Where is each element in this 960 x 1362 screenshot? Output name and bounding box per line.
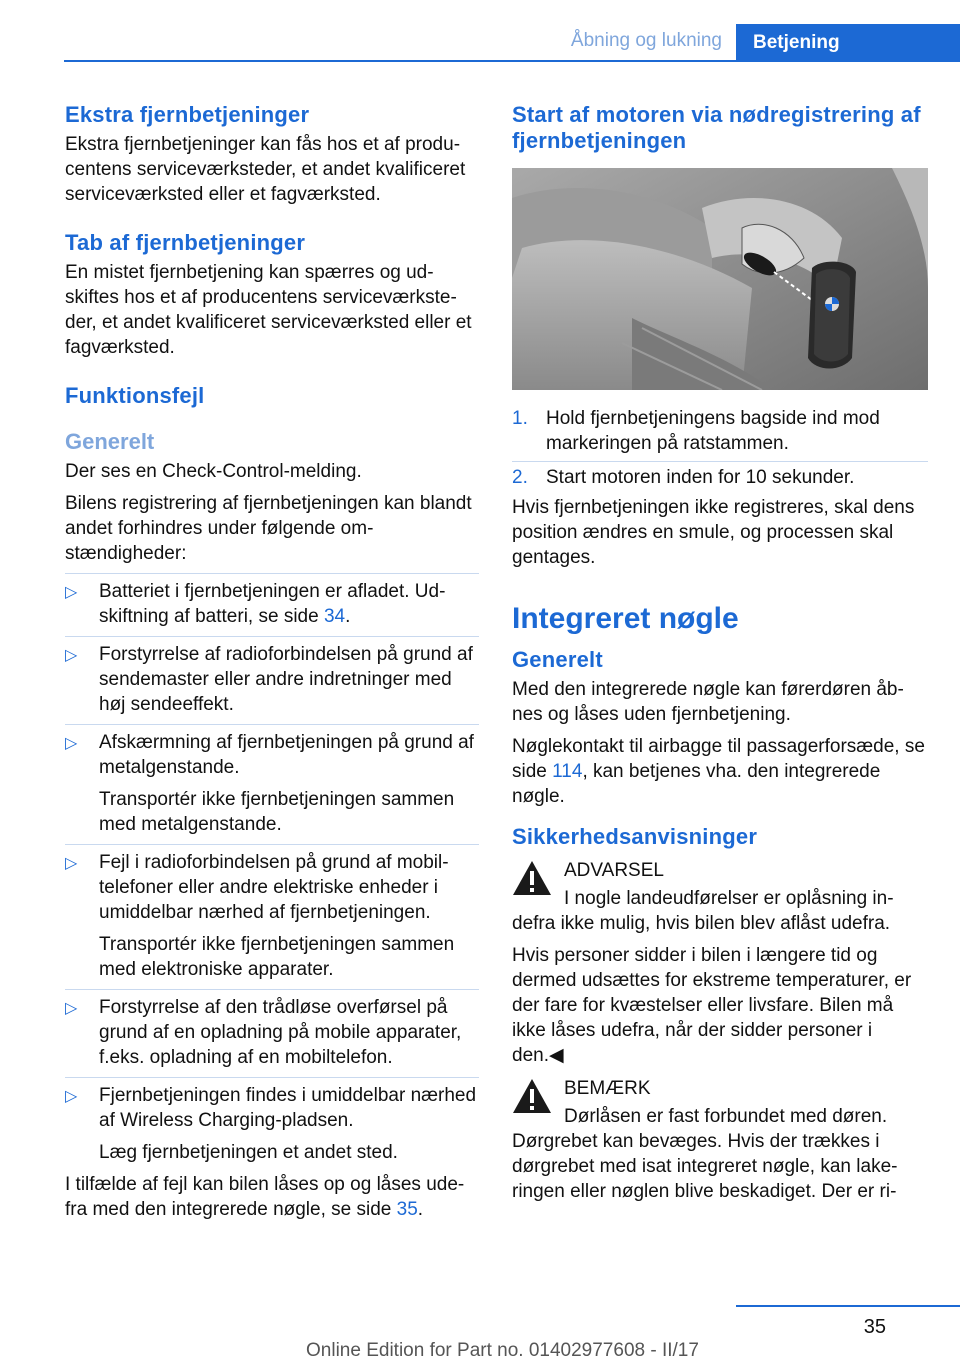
heading-general: Generelt bbox=[512, 647, 603, 672]
page-footer bbox=[0, 1300, 960, 1362]
paragraph-retry: Hvis fjernbetjeningen ikke registreres, skal dens position ændres en smule, og processen skal gentages. bbox=[512, 497, 915, 568]
paragraph-check-control: Der ses en Check-Control-melding. bbox=[65, 461, 362, 482]
warning-box bbox=[512, 858, 928, 916]
page-link[interactable]: 34 bbox=[323, 606, 346, 627]
notice-label: BEMÆRK bbox=[564, 1078, 651, 1099]
step-number: 2. bbox=[512, 467, 528, 488]
warning-paragraph: Hvis personer sidder i bilen i længere tid og dermed udsættes for ekstreme temperaturer, er der fare for kvæstelser eller livsfare. Bilen må ikke låses udefra, når der sidder personer i den.◀ bbox=[512, 945, 912, 1066]
triangle-bullet-icon: ▷ bbox=[65, 855, 78, 872]
list-item: ▷ Fjernbetjeningen findes i umiddelbar nærhed af Wireless Charging-pladsen. Læg fjernbetjeningen et andet sted. bbox=[65, 1077, 479, 1172]
edition-note: Online Edition for Part no. 01402977608 - II/17 bbox=[306, 1340, 699, 1361]
heading-malfunction: Funktionsfejl bbox=[65, 383, 205, 408]
start-steps-list bbox=[512, 402, 928, 495]
header-section-title: Åbning og lukning bbox=[570, 30, 722, 51]
paragraph-circumstances: Bilens registrering af fjernbetjeningen kan blandt andet forhindres under følgende omstændigheder: bbox=[65, 493, 472, 564]
list-item: 2. Start motoren inden for 10 sekunder. bbox=[512, 461, 928, 495]
heading-safety-notes: Sikkerhedsanvisninger bbox=[512, 824, 758, 849]
list-item-note: Læg fjernbetjeningen et andet sted. bbox=[99, 1142, 398, 1163]
paragraph-lost-remotes: En mistet fjernbetjening kan spærres og udskiftes hos et af producentens serviceværksteder, et andet kvalificeret serviceværksted eller et fagværksted. bbox=[65, 262, 472, 358]
paragraph-integrated-key-ref: I tilfælde af fejl kan bilen låses op og låses udefra med den integrerede nøgle, se side 35. bbox=[65, 1174, 465, 1220]
list-item: 1. Hold fjernbetjeningens bagside ind mod markeringen på ratstammen. bbox=[512, 408, 880, 454]
page-link[interactable]: 35 bbox=[396, 1199, 418, 1220]
triangle-bullet-icon: ▷ bbox=[65, 647, 78, 664]
list-item: ▷ Afskærmning af fjernbetjeningen på grund af metalgenstande. Transportér ikke fjernbetjeningen sammen med metalgenstande. bbox=[65, 724, 479, 844]
paragraph-airbag-switch: Nøglekontakt til airbagge til passagerforsæde, se side 114, kan betjenes vha. den integrerede nøgle. bbox=[512, 736, 925, 807]
page-link[interactable]: 114 bbox=[552, 761, 583, 782]
list-item: ▷ Forstyrrelse af radioforbindelsen på grund af sendemaster eller andre indretninger med høj sendeeffekt. bbox=[65, 636, 479, 724]
steering-column-key-illustration bbox=[512, 168, 928, 390]
page-number: 35 bbox=[863, 1316, 886, 1338]
list-item: ▷ Forstyrrelse af den trådløse overførsel på grund af en opladning på mobile apparater, f.eks. opladning af en mobiltelefon. bbox=[65, 989, 479, 1077]
warning-triangle-icon bbox=[512, 860, 552, 896]
page-header bbox=[0, 0, 960, 62]
notice-box bbox=[512, 1076, 928, 1134]
notice-text: Dørlåsen er fast forbundet med døren. Dørgrebet kan bevæges. Hvis der trækkes i dørgrebet med isat integreret nøgle, kan lakeringen eller nøglen blive beskadiget. Der er ri- bbox=[512, 1106, 898, 1202]
left-column bbox=[65, 102, 479, 1229]
notice-triangle-icon bbox=[512, 1078, 552, 1114]
header-chapter-tab: Betjening bbox=[736, 24, 960, 60]
heading-integrated-key: Integreret nøgle bbox=[512, 602, 739, 635]
paragraph-extra-remotes: Ekstra fjernbetjeninger kan fås hos et af producentens serviceværksteder, et andet kvalificeret serviceværksted eller et fagværksted. bbox=[65, 134, 466, 205]
list-item: ▷ Batteriet i fjernbetjeningen er afladet. Udskiftning af batteri, se side 34. bbox=[65, 573, 479, 636]
malfunction-list bbox=[65, 573, 479, 1172]
paragraph-integrated-key: Med den integrerede nøgle kan førerdøren åbnes og låses uden fjernbetjening. bbox=[512, 679, 904, 725]
right-column bbox=[512, 102, 928, 1211]
list-item-note: Transportér ikke fjernbetjeningen sammen med metalgenstande. bbox=[99, 789, 455, 835]
triangle-bullet-icon: ▷ bbox=[65, 735, 78, 752]
heading-general: Generelt bbox=[65, 429, 155, 454]
list-item-note: Transportér ikke fjernbetjeningen sammen med elektroniske apparater. bbox=[99, 934, 455, 980]
step-number: 1. bbox=[512, 408, 528, 429]
illustration-graphic bbox=[512, 168, 928, 390]
triangle-bullet-icon: ▷ bbox=[65, 1088, 78, 1105]
warning-text: I nogle landeudførelser er oplåsning indefra ikke mulig, hvis bilen blev aflåst udefra. bbox=[512, 888, 894, 934]
heading-emergency-start: Start af motoren via nødregistrering af fjernbetjeningen bbox=[512, 102, 921, 153]
triangle-bullet-icon: ▷ bbox=[65, 584, 78, 601]
list-item: ▷ Fejl i radioforbindelsen på grund af mobiltelefoner eller andre elektriske enheder i umiddelbar nærhed af fjernbetjeningen. Transportér ikke fjernbetjeningen sammen med elektroniske apparater. bbox=[65, 844, 479, 989]
triangle-bullet-icon: ▷ bbox=[65, 1000, 78, 1017]
heading-extra-remotes: Ekstra fjernbetjeninger bbox=[65, 102, 310, 127]
header-rule bbox=[64, 60, 960, 62]
warning-label: ADVARSEL bbox=[564, 860, 664, 881]
footer-rule bbox=[736, 1305, 960, 1307]
heading-lost-remotes: Tab af fjernbetjeninger bbox=[65, 230, 306, 255]
